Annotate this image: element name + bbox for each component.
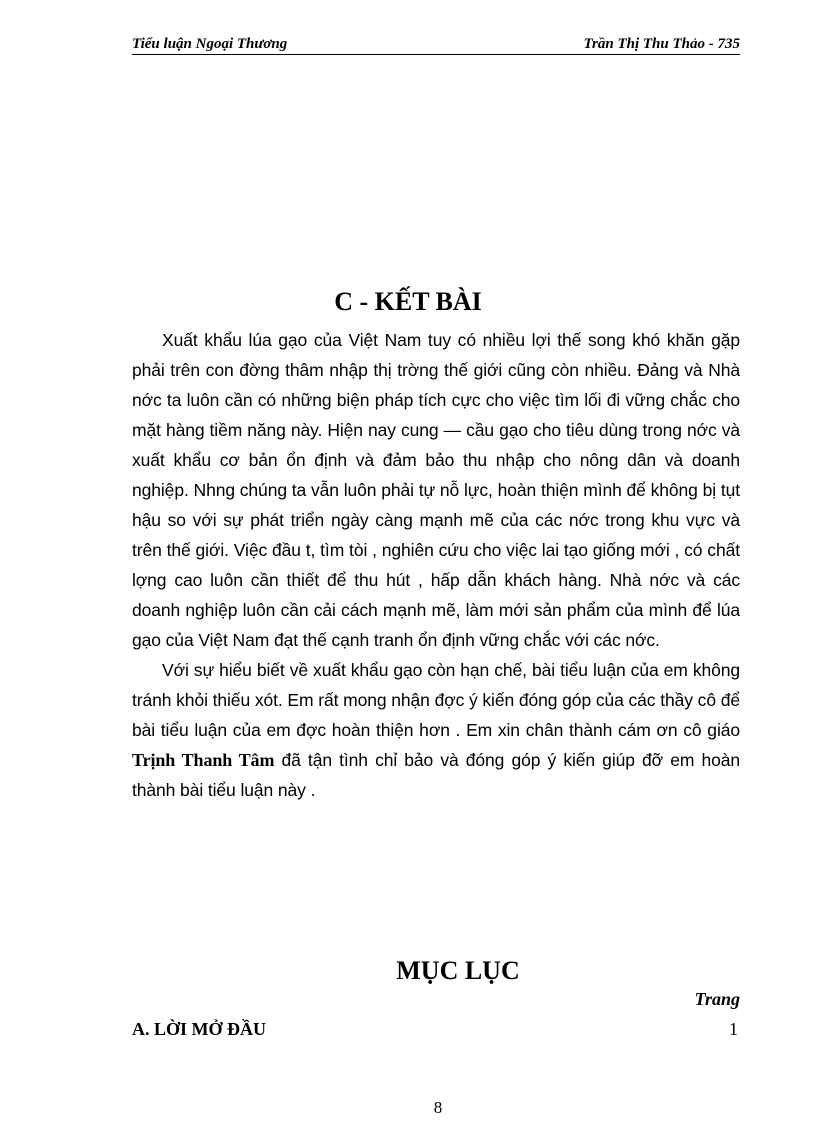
- toc-entry-page: 1: [729, 1019, 738, 1039]
- section-title: C - KẾT BÀI: [334, 287, 482, 316]
- conclusion-body: [132, 325, 740, 805]
- conclusion-paragraph-1: Xuất khẩu lúa gạo của Việt Nam tuy có nhiều lợi thế song khó khăn gặp phải trên con đờng thâm nhập thị trờng thế giới cũng còn nhiều. Đảng và Nhà nớc ta luôn cần có những biện pháp tích cực cho việc tìm lối đi vững chắc cho mặt hàng tiềm năng này. Hiện nay cung — cầu gạo cho tiêu dùng trong nớc và xuất khẩu cơ bản ổn định và đảm bảo thu nhập cho nông dân và doanh nghiệp. Nhng chúng ta vẫn luôn phải tự nỗ lực, hoàn thiện mình để không bị tụt hậu so với sự phát triển ngày càng mạnh mẽ của các nớc trong khu vực và trên thế giới. Việc đầu t, tìm tòi , nghiên cứu cho việc lai tạo giống mới , có chất lợng cao luôn cần thiết để thu hút , hấp dẫn khách hàng. Nhà nớc và các doanh nghiệp luôn cần cải cách mạnh mẽ, làm mới sản phẩm của mình để lúa gạo của Việt Nam đạt thế cạnh tranh ổn định vững chắc với các nớc.: [132, 330, 740, 650]
- page-header: [132, 34, 740, 55]
- paragraph-2-text-before: Với sự hiểu biết về xuất khẩu gạo còn hạn chế, bài tiểu luận của em không tránh khỏi thiếu xót. Em rất mong nhận đợc ý kiến đóng góp của các thầy cô để bài tiểu luận của em đợc hoàn thiện hơn . Em xin chân thành cám ơn cô giáo: [132, 660, 740, 740]
- page-number: 8: [433, 1098, 443, 1117]
- toc-title: MỤC LỤC: [396, 956, 520, 985]
- paragraph-2-text-after: đã tận tình chỉ bảo và đóng góp ý kiến giúp đỡ em hoàn thành bài tiểu luận này .: [132, 750, 740, 800]
- header-author: Trần Thị Thu Thảo - 735: [583, 36, 740, 52]
- toc-page-column-label: Trang: [694, 989, 740, 1009]
- conclusion-paragraph-2: [132, 655, 740, 805]
- header-course-title: Tiểu luận Ngoại Thương: [132, 36, 288, 52]
- toc-entry-title: A. LỜI MỞ ĐẦU: [132, 1019, 266, 1039]
- teacher-name: Trịnh Thanh Tâm: [132, 750, 275, 770]
